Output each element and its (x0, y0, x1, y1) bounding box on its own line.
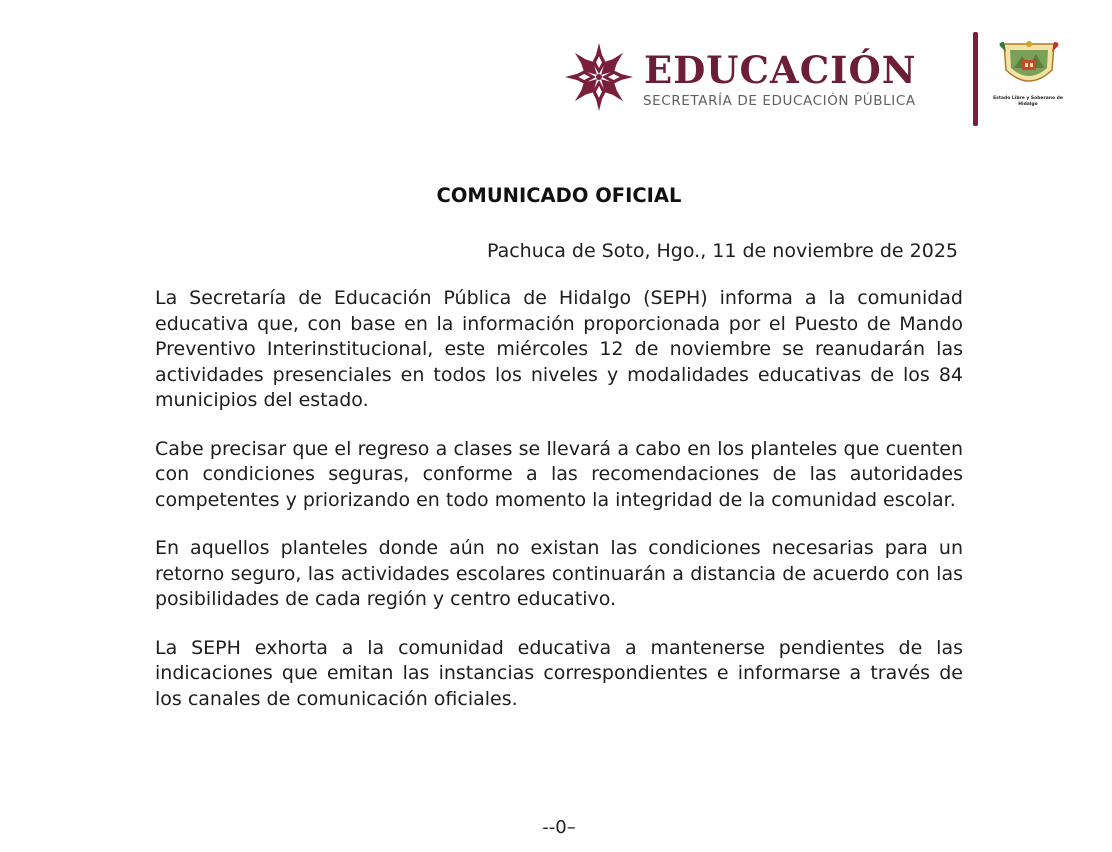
document-title: COMUNICADO OFICIAL (436, 184, 682, 207)
state-coat-of-arms-icon (998, 40, 1060, 92)
header-divider (973, 32, 978, 126)
star-seal-icon (562, 40, 636, 114)
document-body (155, 286, 963, 735)
letterhead (0, 30, 1112, 130)
paragraph: Cabe precisar que el regreso a clases se llevará a cabo en los planteles que cuenten con condiciones seguras, conforme a las recomendaciones de las autoridades competentes y priorizando en todo momento la integridad de la comunidad escolar. (155, 437, 963, 511)
closing-mark: --0– (542, 817, 576, 838)
brand-title: EDUCACIÓN (644, 48, 917, 92)
paragraph: En aquellos planteles donde aún no existan las condiciones necesarias para un retorno seguro, las actividades escolares continuarán a distancia de acuerdo con las posibilidades de cada región y centro educativo. (155, 537, 963, 610)
brand-subtitle: SECRETARÍA DE EDUCACIÓN PÚBLICA (643, 93, 916, 109)
paragraph: La Secretaría de Educación Pública de Hidalgo (SEPH) informa a la comunidad educativa que, con base en la información proporcionada por el Puesto de Mando Preventivo Interinstitucional, este miércoles 12 de noviembre se reanudarán las actividades presenciales en todos los niveles y modalidades educativas de los 84 municipios del estado. (155, 287, 963, 411)
state-caption: Estado Libre y Soberano de Hidalgo (993, 96, 1063, 107)
document-date: Pachuca de Soto, Hgo., 11 de noviembre de 2025 (486, 240, 958, 262)
paragraph: La SEPH exhorta a la comunidad educativa a mantenerse pendientes de las indicaciones que emitan las instancias correspondientes e informarse a través de los canales de comunicación oficiales. (155, 636, 963, 710)
